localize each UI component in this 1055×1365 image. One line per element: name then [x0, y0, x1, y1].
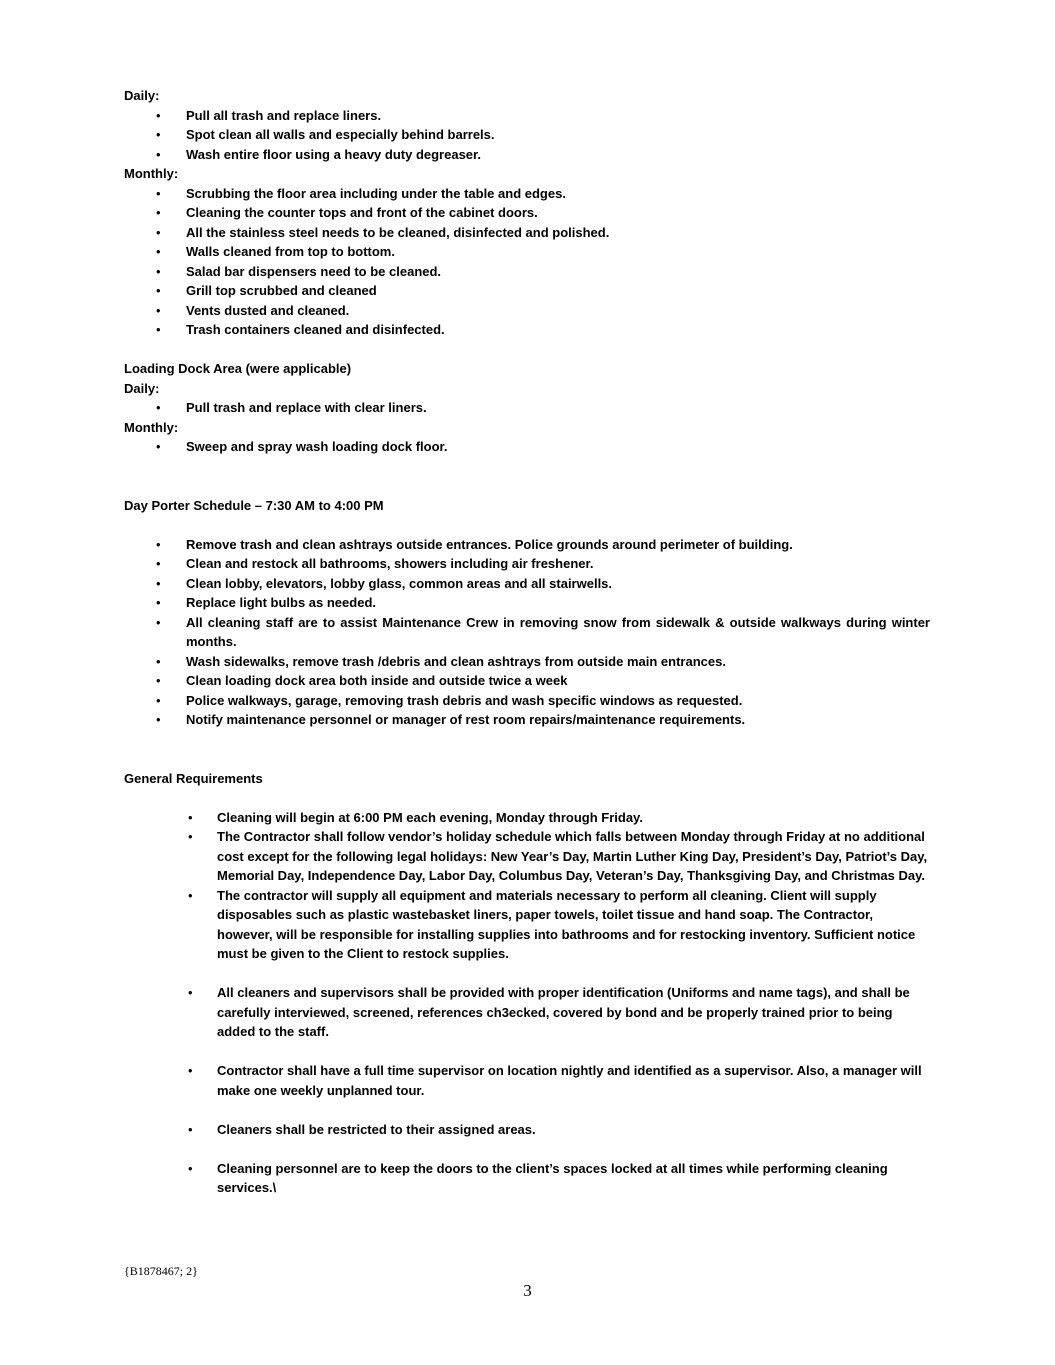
list-item — [156, 574, 930, 594]
section-heading-loading-dock: Loading Dock Area (were applicable) — [124, 361, 352, 376]
bullet-icon: • — [156, 673, 161, 688]
list-item — [188, 827, 930, 886]
bullet-icon: • — [156, 614, 161, 630]
section-heading-kitchen-monthly: Monthly: — [124, 166, 179, 181]
bullet-icon: • — [156, 575, 161, 591]
list-item — [156, 106, 930, 126]
spacer — [124, 515, 930, 535]
list-item-text: Wash entire floor using a heavy duty degreaser. — [186, 146, 481, 162]
list-item — [156, 281, 930, 301]
bullet-icon: • — [156, 302, 161, 318]
list-item-text: Notify maintenance personnel or manager of rest room repairs/maintenance requirements. — [186, 712, 746, 727]
bullet-icon: • — [156, 224, 161, 240]
list-item — [188, 1159, 930, 1198]
list-item — [156, 398, 930, 418]
bullet-icon: • — [156, 244, 161, 259]
bullet-icon: • — [188, 1160, 193, 1176]
list-item — [156, 320, 930, 340]
bullet-list-kitchen-monthly — [124, 184, 930, 340]
list-item — [156, 671, 930, 691]
list-item-text: Police walkways, garage, removing trash debris and wash specific windows as requested. — [186, 692, 743, 708]
bullet-icon: • — [156, 692, 161, 708]
document-reference: {B1878467; 2} — [124, 1264, 198, 1278]
list-item — [156, 125, 930, 145]
list-item — [156, 184, 930, 204]
list-item-text: All cleaners and supervisors shall be provided with proper identification (Uniforms and name tags), and shall be carefully interviewed, screened, references ch3ecked, covered by bond and be properly trained prior to being added to the staff. — [217, 985, 910, 1039]
bullet-icon: • — [188, 829, 193, 844]
list-item-text: Sweep and spray wash loading dock floor. — [186, 439, 448, 454]
bullet-icon: • — [188, 985, 193, 1000]
list-item — [156, 535, 930, 555]
list-item-text: Spot clean all walls and especially behind barrels. — [186, 127, 495, 142]
list-item-text: All cleaning staff are to assist Maintenance Crew in removing snow from sidewalk & outside walkways during winter months. — [186, 614, 930, 649]
section-heading-loading-dock-monthly: Monthly: — [124, 419, 179, 435]
list-item-text: Salad bar dispensers need to be cleaned. — [186, 263, 442, 279]
bullet-icon: • — [156, 107, 161, 123]
list-item — [156, 554, 930, 574]
list-item-text: Remove trash and clean ashtrays outside entrances. Police grounds around perimeter of building. — [186, 536, 793, 552]
list-item — [156, 593, 930, 613]
list-item-text: Grill top scrubbed and cleaned — [186, 283, 377, 298]
list-item-text: Wash sidewalks, remove trash /debris and clean ashtrays from outside main entrances. — [186, 653, 726, 669]
list-item-text: Clean and restock all bathrooms, showers including air freshener. — [186, 556, 594, 571]
list-item-text: Clean lobby, elevators, lobby glass, common areas and all stairwells. — [186, 575, 613, 591]
spacer — [124, 457, 930, 496]
bullet-icon: • — [156, 205, 161, 220]
list-item-text: Pull all trash and replace liners. — [186, 107, 382, 123]
bullet-icon: • — [188, 1121, 193, 1137]
list-item-text: Contractor shall have a full time supervisor on location nightly and identified as a supervisor. Also, a manager will make one weekly unplanned tour. — [217, 1063, 922, 1098]
section-heading-loading-dock-daily: Daily: — [124, 380, 160, 396]
list-item — [156, 262, 930, 282]
page-number: 3 — [523, 1281, 532, 1300]
bullet-icon: • — [188, 887, 193, 903]
list-item — [156, 613, 930, 652]
bullet-list-general-requirements — [124, 808, 930, 1198]
list-item-text: All the stainless steel needs to be cleaned, disinfected and polished. — [186, 224, 610, 240]
list-item — [156, 301, 930, 321]
list-item — [156, 652, 930, 672]
list-item — [156, 145, 930, 165]
list-item-text: Scrubbing the floor area including under the table and edges. — [186, 185, 566, 201]
bullet-icon: • — [156, 146, 161, 162]
bullet-icon: • — [156, 185, 161, 201]
list-item — [156, 691, 930, 711]
bullet-icon: • — [156, 283, 161, 298]
list-item — [156, 223, 930, 243]
list-item — [188, 886, 930, 964]
list-item-text: Cleaning personnel are to keep the doors to the client’s spaces locked at all times while performing cleaning services.\ — [217, 1160, 888, 1195]
list-item — [156, 437, 930, 457]
bullet-icon: • — [156, 556, 161, 571]
list-item-text: Clean loading dock area both inside and outside twice a week — [186, 673, 568, 688]
list-item-text: The Contractor shall follow vendor’s holiday schedule which falls between Monday through Friday at no additional cost except for the following legal holidays: New Year’s Day, Martin Luther King Day, President’s Day, Patriot’s Day, Memorial Day, Independence Day, Labor Day, Columbus Day, Veteran’s Day, Thanksgiving Day, and Christmas Day. — [217, 829, 928, 883]
spacer — [124, 340, 930, 360]
bullet-icon: • — [156, 263, 161, 279]
list-item-text: Pull trash and replace with clear liners. — [186, 400, 427, 415]
spacer — [124, 788, 930, 808]
list-item — [188, 1061, 930, 1100]
list-item-text: Cleaning the counter tops and front of the cabinet doors. — [186, 205, 538, 220]
list-item — [156, 710, 930, 730]
bullet-icon: • — [188, 1063, 193, 1078]
list-item-text: Cleaners shall be restricted to their assigned areas. — [217, 1121, 536, 1137]
bullet-icon: • — [188, 809, 193, 825]
list-item — [188, 808, 930, 828]
bullet-list-kitchen-daily — [124, 106, 930, 165]
list-item-text: Cleaning will begin at 6:00 PM each evening, Monday through Friday. — [217, 809, 643, 825]
list-item-text: Trash containers cleaned and disinfected. — [186, 322, 445, 337]
bullet-icon: • — [156, 653, 161, 669]
list-item — [156, 242, 930, 262]
list-item — [156, 203, 930, 223]
bullet-icon: • — [156, 400, 161, 415]
bullet-icon: • — [156, 595, 161, 610]
bullet-icon: • — [156, 536, 161, 552]
section-heading-general-requirements: General Requirements — [124, 770, 263, 786]
list-item-text: Walls cleaned from top to bottom. — [186, 244, 395, 259]
section-heading-day-porter: Day Porter Schedule – 7:30 AM to 4:00 PM — [124, 497, 384, 513]
bullet-list-day-porter — [124, 535, 930, 730]
list-item-text: Vents dusted and cleaned. — [186, 302, 350, 318]
list-item — [188, 1120, 930, 1140]
spacer — [124, 730, 930, 769]
list-item-text: The contractor will supply all equipment and materials necessary to perform all cleaning. Client will supply disposables such as plastic wastebasket liners, paper towels, toilet tissue and hand soap. The Contractor, however, will be responsible for installing supplies into bathrooms and for restocking inventory. Sufficient notice must be given to the Client to restock supplies. — [217, 887, 916, 961]
bullet-icon: • — [156, 322, 161, 337]
list-item — [188, 983, 930, 1042]
bullet-icon: • — [156, 127, 161, 142]
bullet-list-loading-dock-daily — [124, 398, 930, 418]
bullet-icon: • — [156, 712, 161, 727]
section-heading-kitchen-daily: Daily: — [124, 88, 160, 103]
document-body — [124, 86, 930, 1198]
list-item-text: Replace light bulbs as needed. — [186, 595, 376, 610]
bullet-icon: • — [156, 439, 161, 454]
bullet-list-loading-dock-monthly — [124, 437, 930, 457]
